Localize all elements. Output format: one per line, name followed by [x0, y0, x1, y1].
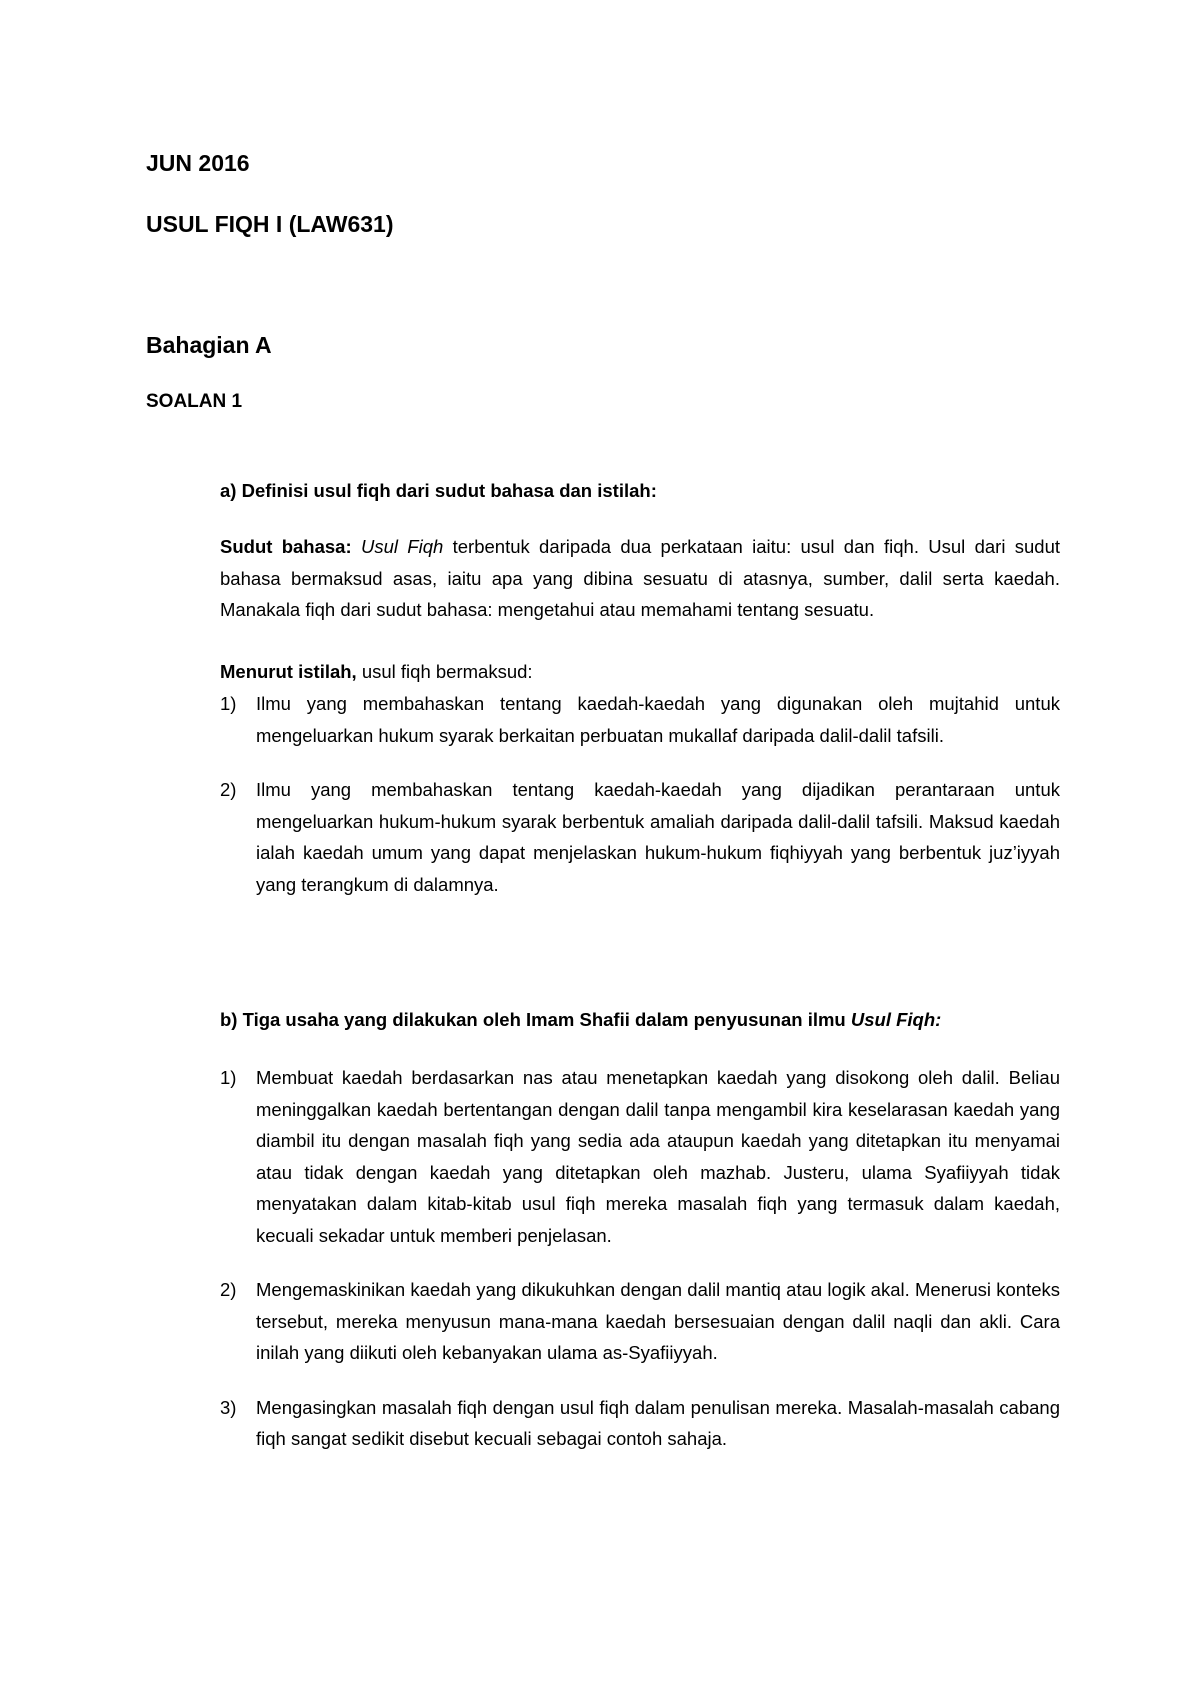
question-heading: SOALAN 1	[146, 391, 243, 412]
istilah-intro	[220, 656, 1060, 688]
list-text: Ilmu yang membahaskan tentang kaedah-kaedah yang digunakan oleh mujtahid untuk mengeluarkan hukum syarak berkaitan perbuatan mukallaf daripada dalil-dalil tafsili.	[256, 693, 1060, 746]
part-heading: Bahagian A	[146, 332, 272, 358]
section-b-heading-text: b) Tiga usaha yang dilakukan oleh Imam Shafii dalam penyusunan ilmu	[220, 1009, 846, 1030]
section-b-heading	[220, 1004, 1060, 1036]
bahasa-label: Sudut bahasa:	[220, 536, 352, 557]
list-number: 1)	[220, 1067, 237, 1088]
shafii-efforts-list	[220, 1062, 1060, 1455]
list-text: Ilmu yang membahaskan tentang kaedah-kaedah yang dijadikan perantaraan untuk mengeluarkan hukum-hukum syarak berbentuk amaliah daripada dalil-dalil tafsili. Maksud kaedah ialah kaedah umum yang dapat menjelaskan hukum-hukum fiqhiyyah yang berbentuk juz’iyyah yang terangkum di dalamnya.	[256, 779, 1060, 895]
list-number: 3)	[220, 1396, 237, 1418]
list-number: 1)	[220, 693, 237, 714]
list-number: 2)	[220, 1279, 237, 1300]
list-number: 2)	[220, 779, 237, 800]
list-item	[220, 774, 1060, 900]
exam-date: JUN 2016	[146, 150, 250, 176]
section-a-heading: a) Definisi usul fiqh dari sudut bahasa dan istilah:	[220, 480, 657, 501]
course-title: USUL FIQH I (LAW631)	[146, 211, 394, 237]
list-item	[220, 1392, 1060, 1455]
list-item	[220, 1274, 1060, 1369]
list-text: Membuat kaedah berdasarkan nas atau menetapkan kaedah yang disokong oleh dalil. Beliau meninggalkan kaedah bertentangan dengan dalil tanpa mengambil kira keselarasan kaedah yang diambil itu dengan masalah fiqh yang sedia ada ataupun kaedah yang ditetapkan itu menyamai atau tidak dengan kaedah yang ditetapkan oleh mazhab. Justeru, ulama Syafiiyyah tidak menyatakan dalam kitab-kitab usul fiqh mereka masalah fiqh yang termasuk dalam kaedah, kecuali sekadar untuk memberi penjelasan.	[256, 1067, 1060, 1246]
istilah-text: usul fiqh bermaksud:	[361, 661, 533, 682]
list-text: Mengemaskinikan kaedah yang dikukuhkan dengan dalil mantiq atau logik akal. Menerusi konteks tersebut, mereka menyusun mana-mana kaedah bersesuaian dengan dalil naqli dan akli. Cara inilah yang diikuti oleh kebanyakan ulama as-Syafiiyyah.	[256, 1279, 1060, 1363]
list-item	[220, 688, 1060, 751]
section-b-heading-term: Usul Fiqh:	[850, 1009, 942, 1030]
istilah-label: Menurut istilah,	[220, 661, 357, 682]
bahasa-definition	[220, 531, 1060, 626]
bahasa-text: terbentuk daripada dua perkataan iaitu: usul dan fiqh. Usul dari sudut bahasa bermaksud asas, iaitu apa yang dibina sesuatu di atasnya, sumber, dalil serta kaedah. Manakala fiqh dari sudut bahasa: mengetahui atau memahami tentang sesuatu.	[220, 536, 1061, 620]
bahasa-term: Usul Fiqh	[360, 536, 444, 557]
list-item	[220, 1062, 1060, 1251]
istilah-list	[220, 688, 1060, 900]
list-text: Mengasingkan masalah fiqh dengan usul fiqh dalam penulisan mereka. Masalah-masalah cabang fiqh sangat sedikit disebut kecuali sebagai contoh sahaja.	[256, 1396, 1060, 1449]
